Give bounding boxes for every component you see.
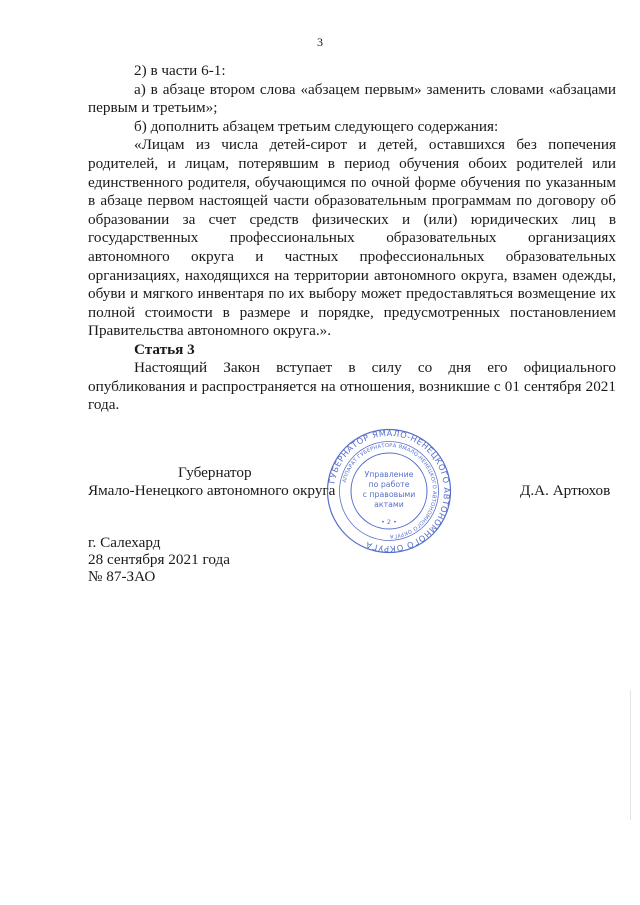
stamp-number: • 2 • bbox=[381, 518, 397, 526]
official-stamp-seal bbox=[326, 428, 452, 554]
paragraph: а) в абзаце втором слова «абзацем первым» заменить словами «абзацами первым и третьим»; bbox=[88, 80, 616, 117]
page-number: 3 bbox=[317, 35, 323, 49]
signing-date: 28 сентября 2021 года bbox=[88, 551, 230, 568]
scan-edge-line bbox=[630, 690, 631, 820]
document-footer bbox=[88, 534, 230, 585]
signatory-name: Д.А. Артюхов bbox=[520, 482, 611, 499]
stamp-center-line: Управление bbox=[364, 470, 414, 479]
signatory-region: Ямало-Ненецкого автономного округа bbox=[88, 482, 336, 499]
amendment-text bbox=[88, 62, 616, 341]
signatory-position: Губернатор bbox=[178, 464, 252, 481]
stamp-inner-ring-text: АППАРАТ ГУБЕРНАТОРА ЯМАЛО-НЕНЕЦКОГО АВТОНОМНОГО ОКРУГА bbox=[341, 442, 438, 540]
stamp-center-line: актами bbox=[374, 500, 404, 509]
stamp-outer-ring-text: ГУБЕРНАТОР ЯМАЛО-НЕНЕЦКОГО АВТОНОМНОГО ОКРУГА bbox=[326, 428, 452, 554]
stamp-center-line: с правовыми bbox=[362, 490, 416, 499]
paragraph: «Лицам из числа детей-сирот и детей, оставшихся без попечения родителей, и лицам, потерявшим в период обучения обоих родителей или единственного родителя, обучающимся по очной форме обучения по указанным в абзаце первом настоящей части образовательным программам по договору об образовании за счет средств физических и (или) юридических лиц в государственных профессиональных образовательных организациях автономного округа и частных профессиональных образовательных организациях, находящихся на территории автономного округа, взамен одежды, обуви и мягкого инвентаря по их выбору может предоставляться возмещение их полной стоимости в размере и порядке, предусмотренных постановлением Правительства автономного округа.». bbox=[88, 136, 616, 340]
paragraph: б) дополнить абзацем третьим следующего содержания: bbox=[134, 117, 499, 135]
article-title: Статья 3 bbox=[134, 341, 195, 358]
city: г. Салехард bbox=[88, 534, 161, 551]
law-number: № 87-ЗАО bbox=[88, 568, 156, 585]
paragraph: 2) в части 6-1: bbox=[134, 62, 226, 79]
stamp-center-line: по работе bbox=[368, 480, 410, 489]
article-body bbox=[88, 359, 616, 415]
article-text: Настоящий Закон вступает в силу со дня его официального опубликования и распространяется на отношения, возникшие с 01 сентября 2021 года. bbox=[88, 359, 616, 414]
